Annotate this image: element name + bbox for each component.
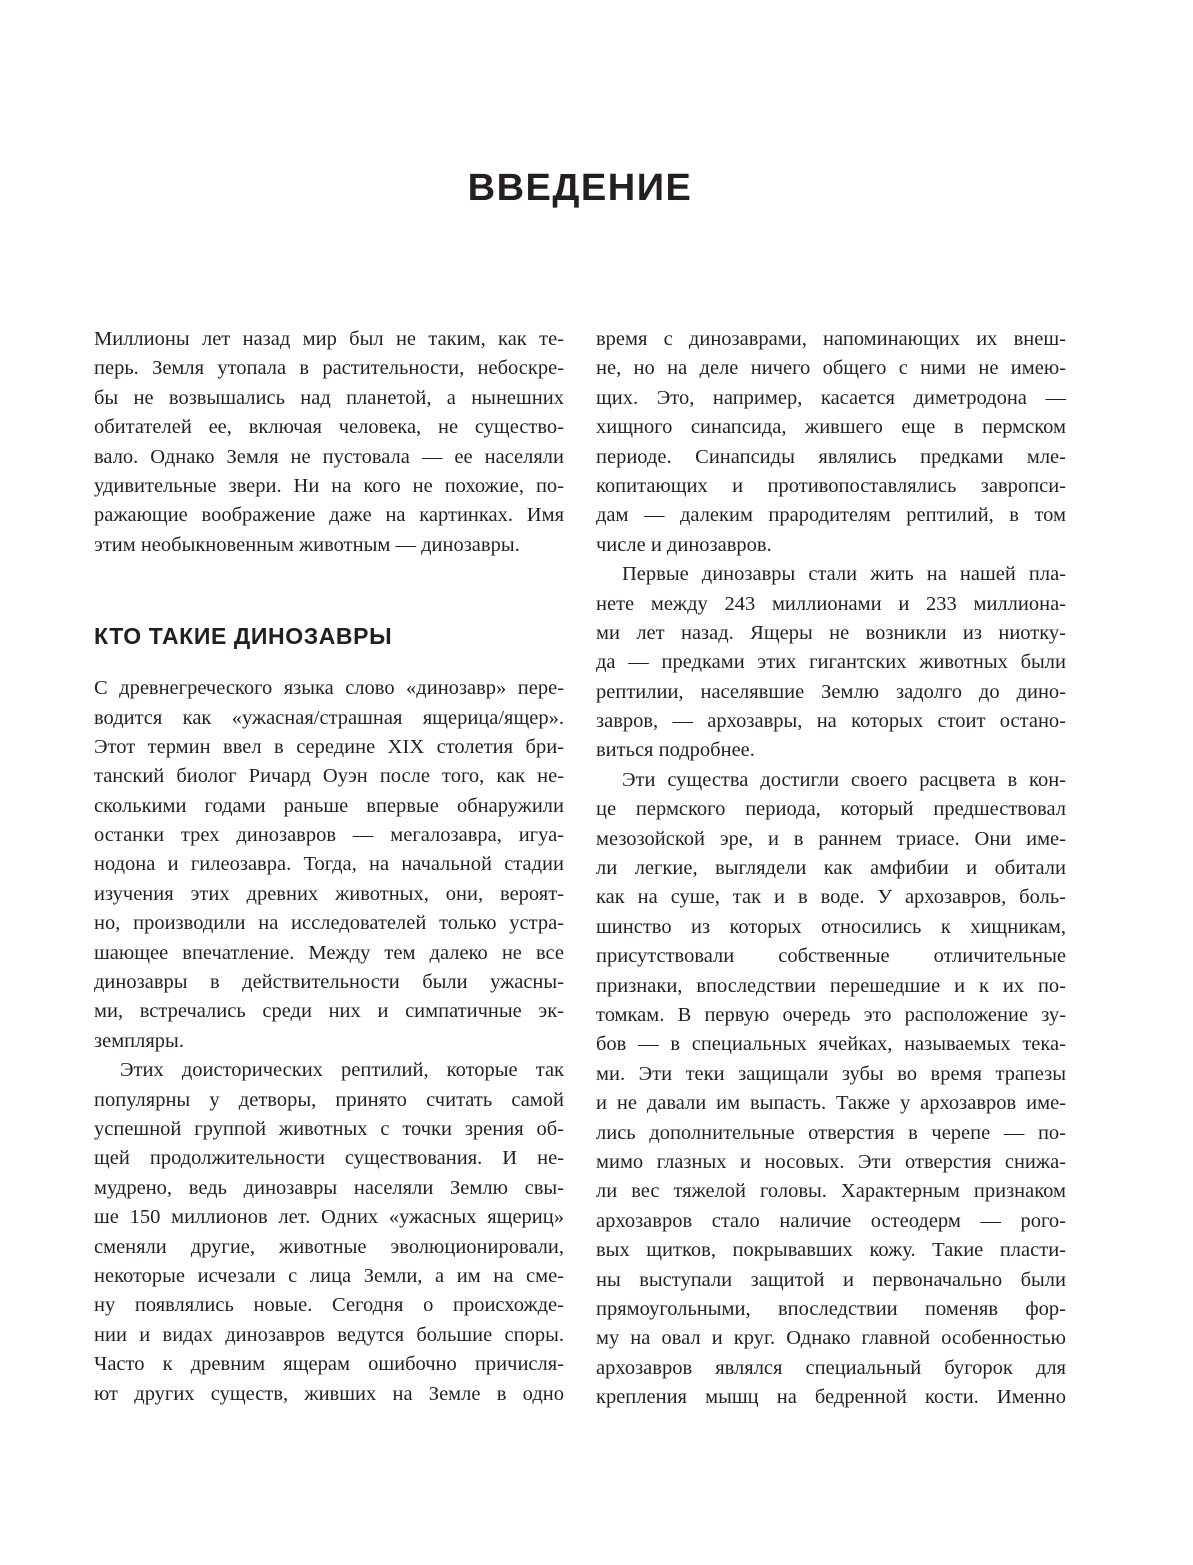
intro-paragraph	[94, 325, 564, 560]
text-line: хищного синапсида, жившего еще в пермском	[596, 416, 1066, 439]
text-line: виться подробнее.	[596, 739, 755, 762]
text-line: бов — в специальных ячейках, называемых тека-	[596, 1033, 1066, 1056]
text-line: признаки, впоследствии перешедшие и к их по-	[596, 974, 1066, 997]
section-heading: КТО ТАКИЕ ДИНОЗАВРЫ	[94, 623, 393, 650]
text-line: время с динозаврами, напоминающих их внеш-	[596, 328, 1066, 350]
section-paragraph-2	[94, 1056, 564, 1409]
text-line: как на суше, так и в воде. У архозавров, боль-	[596, 886, 1066, 909]
text-line: популярны у детворы, принято считать самой	[94, 1088, 564, 1111]
text-line: Эти существа достигли своего расцвета в кон-	[622, 768, 1066, 791]
text-line: мезозойской эре, и в раннем триасе. Они име-	[596, 827, 1066, 850]
text-line: Миллионы лет назад мир был не таким, как те-	[94, 328, 564, 350]
text-line: нодона и гилеозавра. Тогда, на начальной стадии	[94, 853, 564, 876]
text-line: сменяли другие, животные эволюционировали,	[94, 1235, 564, 1258]
text-line: присутствовали собственные отличительные	[596, 945, 1066, 968]
text-line: прямоугольными, впоследствии поменяв фор-	[596, 1297, 1066, 1320]
paragraph-first-dinosaurs	[596, 560, 1066, 766]
text-line: этим необыкновенным животным — динозавры.	[94, 533, 520, 556]
text-line: мудрено, ведь динозавры населяли Землю свы-	[94, 1176, 564, 1199]
text-line: архозавров стало наличие остеодерм — рого-	[596, 1209, 1066, 1232]
text-line: Этих доисторических рептилий, которые так	[120, 1059, 564, 1082]
text-line: нии и видах динозавров ведутся большие споры.	[94, 1323, 564, 1346]
text-line: обитателей ее, включая человека, не существо-	[94, 416, 564, 439]
text-line: останки трех динозавров — мегалозавра, игуа-	[94, 824, 564, 847]
text-line: томкам. В первую очередь это расположение зу-	[596, 1003, 1066, 1026]
paragraph-continued	[596, 325, 1066, 560]
text-line: Этот термин ввел в середине XIX столетия бри-	[94, 735, 564, 758]
text-line: сколькими годами раньше впервые обнаружили	[94, 794, 564, 817]
text-line: шинство из которых относились к хищникам,	[596, 915, 1066, 938]
text-line: Первые динозавры стали жить на нашей пла-	[622, 563, 1066, 586]
text-line: успешной группой животных с точки зрения об-	[94, 1117, 564, 1140]
text-line: вых щитков, покрывавших кожу. Такие пласти-	[596, 1239, 1066, 1262]
text-line: ми лет назад. Ящеры не возникли из ниотку-	[596, 621, 1066, 644]
text-line: вало. Однако Земля не пустовала — ее населяли	[94, 445, 564, 468]
text-line: периоде. Синапсиды являлись предками мле-	[596, 445, 1066, 468]
text-line: и не давали им выпасть. Также у архозавров име-	[596, 1092, 1066, 1115]
text-line: рептилии, населявшие Землю задолго до дино-	[596, 680, 1066, 703]
text-line: танский биолог Ричард Оуэн после того, как не-	[94, 765, 564, 788]
text-line: некоторые исчезали с лица Земли, а им на сме-	[94, 1264, 564, 1287]
section-paragraph-1	[94, 674, 564, 1056]
text-line: изучения этих древних животных, они, вероят-	[94, 882, 564, 905]
text-line: ну появлялись новые. Сегодня о происхожде-	[94, 1294, 564, 1317]
page-title: ВВЕДЕНИЕ	[467, 167, 693, 209]
text-line: Часто к древним ящерам ошибочно причисля-	[94, 1353, 564, 1376]
text-line: ли легкие, выглядели как амфибии и обитали	[596, 857, 1066, 880]
paragraph-archosaurs	[596, 766, 1066, 1413]
left-column	[94, 325, 564, 1409]
text-line: ражающие воображение даже на картинках. Имя	[94, 504, 564, 527]
text-line: но, производили на исследователей только устра-	[94, 912, 564, 935]
right-column	[596, 325, 1066, 1412]
text-line: ми, встречались среди них и симпатичные эк-	[94, 1000, 564, 1023]
text-line: завров, — архозавры, на которых стоит остано-	[596, 710, 1066, 733]
text-line: ны выступали защитой и первоначально были	[596, 1268, 1066, 1291]
text-line: ше 150 миллионов лет. Одних «ужасных ящериц»	[94, 1206, 564, 1229]
text-line: дам — далеким прародителям рептилий, в том	[596, 504, 1066, 527]
text-line: крепления мышц на бедренной кости. Именно	[596, 1386, 1066, 1409]
text-line: му на овал и круг. Однако главной особенностью	[596, 1327, 1066, 1350]
text-line: щей продолжительности существования. И не-	[94, 1147, 564, 1170]
text-line: нете между 243 миллионами и 233 миллиона-	[596, 592, 1066, 615]
text-line: ли вес тяжелой головы. Характерным признаком	[596, 1180, 1066, 1203]
text-line: це пермского периода, который предшествовал	[596, 798, 1066, 821]
text-line: ют других существ, живших на Земле в одно	[94, 1382, 564, 1405]
text-line: земпляры.	[94, 1029, 184, 1052]
text-line: архозавров являлся специальный бугорок для	[596, 1356, 1066, 1379]
text-line: копитающих и противопоставлялись завропси-	[596, 474, 1066, 497]
text-line: удивительные звери. Ни на кого не похожие, по-	[94, 474, 564, 497]
text-line: щих. Это, например, касается диметродона —	[596, 386, 1066, 409]
text-line: шающее впечатление. Между тем далеко не все	[94, 941, 564, 964]
text-line: ми. Эти теки защищали зубы во время трапезы	[596, 1062, 1066, 1085]
text-line: динозавры в действительности были ужасны-	[94, 971, 564, 994]
text-line: лись дополнительные отверстия в черепе — по-	[596, 1121, 1066, 1144]
text-line: перь. Земля утопала в растительности, небоскре-	[94, 357, 564, 380]
text-line: мимо глазных и носовых. Эти отверстия снижа-	[596, 1150, 1066, 1173]
text-line: С древнегреческого языка слово «динозавр» пере-	[94, 677, 564, 700]
text-line: не, но на деле ничего общего с ними не имею-	[596, 357, 1066, 380]
text-line: числе и динозавров.	[596, 533, 772, 556]
text-line: водится как «ужасная/страшная ящерица/ящер».	[94, 706, 564, 729]
text-line: бы не возвышались над планетой, а нынешних	[94, 386, 564, 409]
text-line: да — предками этих гигантских животных были	[596, 651, 1066, 674]
